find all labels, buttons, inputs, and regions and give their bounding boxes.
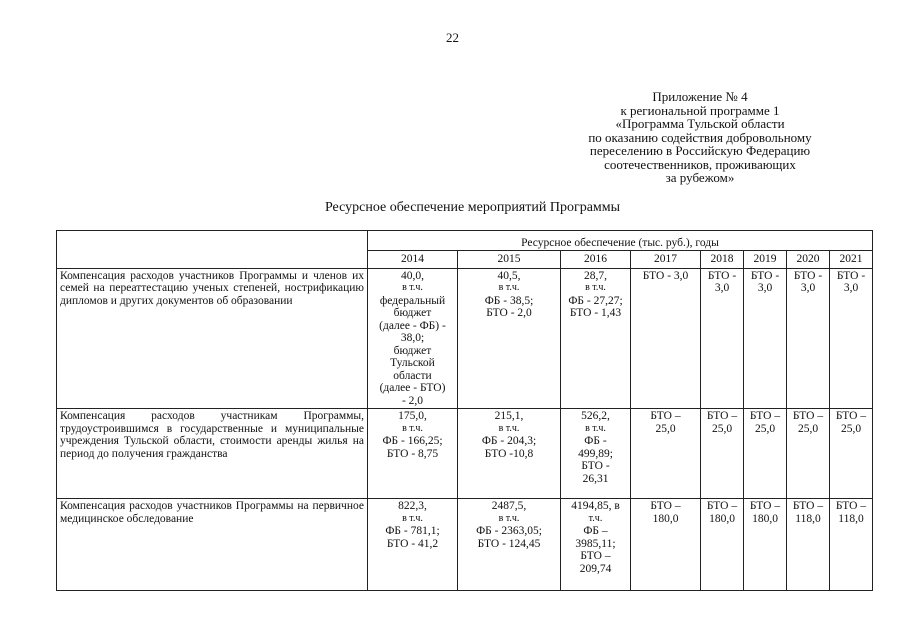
funding-line: бюджет xyxy=(393,307,432,319)
funding-line: 25,0 xyxy=(655,422,676,435)
funding-line: БТО - xyxy=(707,269,737,282)
funding-line: бюджет xyxy=(393,344,432,357)
funding-line: 180,0 xyxy=(752,512,778,525)
funding-line: области xyxy=(393,369,432,382)
funding-line: ФБ - 781,1; xyxy=(385,525,440,537)
table-row xyxy=(57,499,873,591)
funding-cell xyxy=(561,499,631,591)
description-header-cell xyxy=(57,231,368,269)
appendix-line: «Программа Тульской области xyxy=(615,116,785,131)
funding-line: БТО - 8,75 xyxy=(386,447,439,460)
funding-cell xyxy=(830,499,873,591)
funding-line: 822,3, xyxy=(398,500,427,512)
funding-line: БТО – xyxy=(792,410,824,422)
funding-line: 4194,85, в xyxy=(571,500,620,512)
funding-cell xyxy=(830,409,873,499)
funding-line: БТО – xyxy=(706,410,738,422)
funding-line: БТО – xyxy=(749,500,781,512)
funding-line: 25,0 xyxy=(711,422,733,435)
appendix-line: соотечественников, проживающих xyxy=(604,156,796,172)
funding-cell xyxy=(787,409,830,499)
funding-cell xyxy=(744,409,787,499)
funding-line: в т.ч. xyxy=(585,422,606,434)
funding-line: в т.ч. xyxy=(402,282,423,293)
funding-line: 25,0 xyxy=(797,422,819,435)
funding-line: 3,0 xyxy=(800,282,816,294)
funding-line: (далее - ФБ) - xyxy=(379,319,446,332)
appendix-line: за рубежом» xyxy=(665,170,735,185)
funding-line: в т.ч. xyxy=(498,282,520,293)
funding-cell xyxy=(787,499,830,591)
resource-table xyxy=(56,230,873,591)
funding-line: 26,31 xyxy=(582,472,609,485)
funding-cell xyxy=(368,499,458,591)
year-header-cell: 2015 xyxy=(458,251,561,269)
page-number: 22 xyxy=(446,30,459,45)
funding-line: БТО - 1,43 xyxy=(569,307,622,319)
year-header-cell: 2014 xyxy=(368,251,458,269)
funding-line: 3,0 xyxy=(843,282,859,294)
funding-line: 526,2, xyxy=(581,410,610,422)
year-header-cell: 2018 xyxy=(701,251,744,269)
funding-line: БТО - xyxy=(581,460,610,472)
funding-line: БТО - xyxy=(793,269,823,282)
funding-cell xyxy=(631,499,701,591)
funding-line: 118,0 xyxy=(838,512,864,525)
funding-line: ФБ - 38,5; xyxy=(484,294,534,307)
funding-line: в т.ч. xyxy=(402,422,423,434)
funding-line: БТО - 3,0 xyxy=(642,269,689,282)
funding-cell xyxy=(458,499,561,591)
funding-cell xyxy=(631,409,701,499)
funding-line: в т.ч. xyxy=(498,422,520,434)
funding-line: БТО – xyxy=(580,550,611,562)
funding-line: федеральный xyxy=(379,294,446,307)
appendix-header xyxy=(540,90,860,185)
funding-line: в т.ч. xyxy=(498,512,520,524)
funding-line: ФБ - 204,3; xyxy=(481,435,537,447)
funding-line: 118,0 xyxy=(795,512,821,525)
funding-line: ФБ - 166,25; xyxy=(382,435,443,447)
year-header-cell: 2019 xyxy=(744,251,787,269)
funding-line: Тульской xyxy=(390,357,435,369)
funding-line: ФБ - 2363,05; xyxy=(476,525,542,537)
funding-cell xyxy=(458,268,561,409)
funding-cell xyxy=(787,268,830,409)
funding-line: 3,0 xyxy=(714,282,730,294)
funding-line: (далее - БТО) xyxy=(379,382,446,394)
activity-description-cell: Компенсация расходов участников Программы и членов их семей на переаттестацию ученых степеней, нострификацию дипломов и других документов об образовании xyxy=(57,268,368,409)
year-header-cell: 2020 xyxy=(787,251,830,269)
funding-line: БТО – xyxy=(650,410,681,422)
funding-line: БТО -10,8 xyxy=(484,447,534,460)
funding-line: БТО – xyxy=(650,500,681,512)
funding-cell xyxy=(830,268,873,409)
appendix-line: по оказанию содействия добровольному xyxy=(588,129,812,145)
funding-line: БТО - 41,2 xyxy=(386,537,439,550)
funding-cell xyxy=(561,268,631,409)
year-header-cell: 2021 xyxy=(830,251,873,269)
funding-cell xyxy=(368,268,458,409)
funding-line: 38,0; xyxy=(400,332,425,344)
funding-line: в т.ч. xyxy=(585,282,606,293)
funding-line: в т.ч. xyxy=(402,512,423,524)
table-header-row xyxy=(57,231,873,251)
funding-cell xyxy=(701,499,744,591)
appendix-line: Приложение № 4 xyxy=(652,89,748,104)
funding-line: 180,0 xyxy=(652,512,679,525)
funding-cell xyxy=(744,499,787,591)
funding-line: т.ч. xyxy=(588,512,603,524)
funding-line: БТО – xyxy=(706,500,738,512)
funding-line: 3985,11; xyxy=(575,537,616,550)
appendix-line: переселению в Российскую Федерацию xyxy=(589,143,811,158)
funding-line: 499,89; xyxy=(578,447,613,460)
activity-description-cell: Компенсация расходов участникам Программы, трудоустроившимся в государственные и муниципальные учреждения Тульской области, стоимости аренды жилья на период до получения гражданства xyxy=(57,409,368,499)
funding-line: 175,0, xyxy=(398,410,427,422)
funding-line: 40,5, xyxy=(497,269,521,282)
funding-line: БТО - 2,0 xyxy=(486,307,532,319)
funding-line: - 2,0 xyxy=(401,394,424,407)
funding-line: 215,1, xyxy=(494,410,524,422)
funding-line: ФБ - 27,27; xyxy=(568,294,623,307)
funding-line: БТО - 124,45 xyxy=(477,537,541,550)
funding-line: 180,0 xyxy=(709,512,735,525)
funding-cell xyxy=(368,409,458,499)
funding-cell xyxy=(744,268,787,409)
funding-line: 40,0, xyxy=(401,269,424,282)
funding-line: 209,74 xyxy=(579,562,612,575)
funding-line: 25,0 xyxy=(840,422,862,435)
funding-line: БТО – xyxy=(835,500,867,512)
funding-line: 3,0 xyxy=(757,282,773,294)
funding-line: ФБ - xyxy=(584,435,607,447)
funding-line: ФБ – xyxy=(583,525,608,537)
appendix-line: к региональной программе 1 xyxy=(620,102,780,118)
funding-line: БТО - xyxy=(836,269,866,282)
resource-header-cell: Ресурсное обеспечение (тыс. руб.), годы xyxy=(368,231,873,251)
year-header-cell: 2017 xyxy=(631,251,701,269)
funding-cell xyxy=(701,268,744,409)
activity-description-cell: Компенсация расходов участников Программы на первичное медицинское обследование xyxy=(57,499,368,591)
funding-line: БТО – xyxy=(792,500,824,512)
document-title: Ресурсное обеспечение мероприятий Программы xyxy=(324,200,621,215)
table-row xyxy=(57,268,873,409)
funding-cell xyxy=(701,409,744,499)
funding-cell xyxy=(561,409,631,499)
funding-line: 2487,5, xyxy=(491,500,527,512)
table-row xyxy=(57,409,873,499)
funding-line: БТО – xyxy=(749,410,781,422)
funding-line: 25,0 xyxy=(754,422,776,435)
year-header-cell: 2016 xyxy=(561,251,631,269)
funding-line: БТО – xyxy=(835,410,867,422)
funding-line: БТО - xyxy=(750,269,780,282)
funding-line: 28,7, xyxy=(584,269,607,282)
funding-cell xyxy=(631,268,701,409)
funding-cell xyxy=(458,409,561,499)
